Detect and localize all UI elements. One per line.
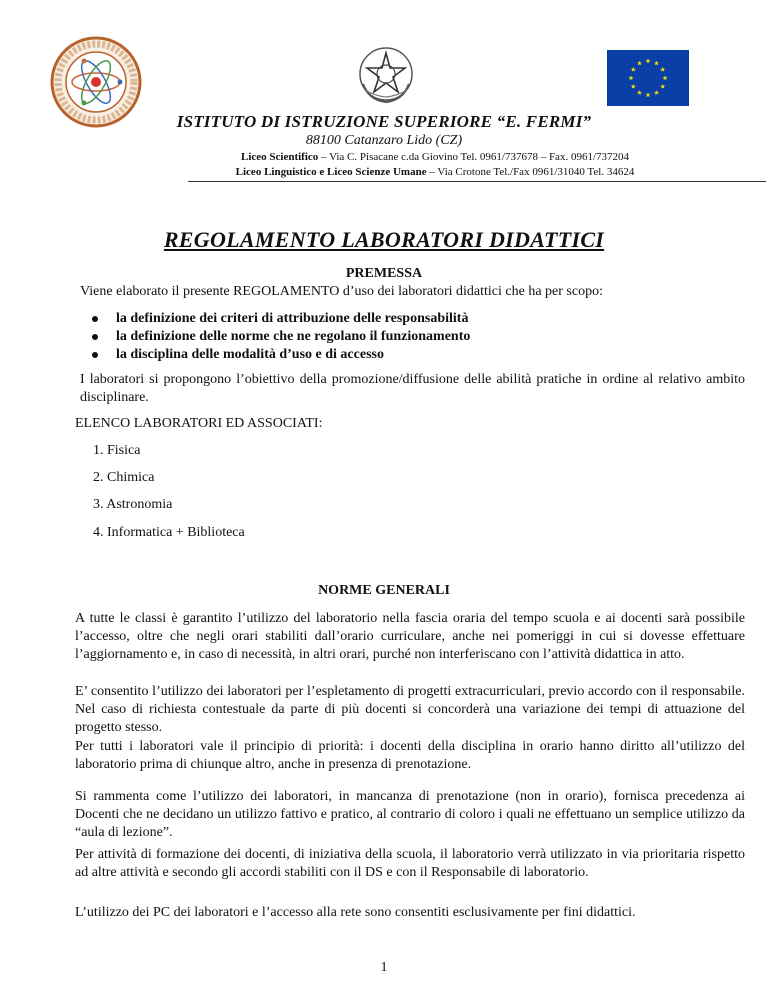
norme-paragraph: L’utilizzo dei PC dei laboratori e l’accesso alla rete sono consentiti esclusivamente per fini didattici. — [75, 905, 636, 920]
premessa-heading: PREMESSA — [345, 266, 423, 281]
premessa-intro: Viene elaborato il presente REGOLAMENTO d’uso dei laboratori didattici che ha per scopo: — [80, 284, 603, 299]
objective-paragraph: I laboratori si propongono l’obiettivo della promozione/diffusione delle abilità pratiche in ordine al relativo ambito disciplinare. — [80, 372, 745, 405]
norme-paragraph: Per attività di formazione dei docenti, di iniziativa della scuola, il laboratorio verrà utilizzato in via prioritaria rispetto ad altre attività e secondo gli accordi stabiliti con il DS e con il Responsabile di laboratorio. — [75, 847, 745, 880]
norme-paragraph: A tutte le classi è garantito l’utilizzo del laboratorio nella fascia oraria del tempo scuola e ai docenti sarà possibile l’accesso, oltre che negli orari stabiliti dall’orario curriculare, anche nei pomeriggi in cui si dovesse effettuare l’aggiornamento e, in caso di necessità, in altri orari, purché non interferiscano con l’attività didattica in atto. — [75, 611, 745, 662]
school-city: 88100 Catanzaro Lido (CZ) — [305, 133, 463, 148]
list-item: 3. Astronomia — [93, 497, 173, 512]
list-item — [92, 346, 470, 364]
norme-paragraph: Si rammenta come l’utilizzo dei laboratori, in mancanza di prenotazione (non in orario), fornisca precedenza ai Docenti che ne decidano un utilizzo fattivo e pratico, al contrario di coloro i quali ne effettuano un semplice utilizzo da “aula di lezione”. — [75, 789, 745, 840]
page-number: 1 — [380, 960, 388, 975]
header-divider — [188, 181, 766, 182]
contact-text: – Via Crotone Tel./Fax 0961/31040 Tel. 34624 — [426, 166, 635, 178]
norme-paragraph: Per tutti i laboratori vale il principio di priorità: i docenti della disciplina in orario hanno diritto all’utilizzo del laboratorio prima di chiunque altro, anche in presenza di prenotazione. — [75, 739, 745, 772]
bullet-text: la disciplina delle modalità d’uso e di accesso — [116, 347, 384, 362]
bullet-icon — [92, 352, 98, 358]
contact-label: Liceo Scientifico — [240, 151, 319, 163]
norme-heading: NORME GENERALI — [318, 583, 450, 598]
bullet-icon — [92, 334, 98, 340]
norme-paragraph: E’ consentito l’utilizzo dei laboratori per l’espletamento di progetti extracurriculari, previo accordo con il responsabile. Nel caso di richiesta contestuale da parte di più docenti si concorderà una variazione dei tempi di attuazione del progetto stesso. — [75, 684, 745, 735]
list-item: 1. Fisica — [93, 443, 141, 458]
italian-republic-emblem-icon — [355, 44, 417, 106]
contact-label: Liceo Linguistico e Liceo Scienze Umane — [235, 166, 427, 178]
list-item — [92, 328, 470, 346]
bullet-text: la definizione dei criteri di attribuzione delle responsabilità — [116, 311, 469, 326]
list-item: 4. Informatica + Biblioteca — [93, 525, 245, 540]
list-item — [92, 310, 470, 328]
contact-line-linguistico — [200, 166, 670, 178]
contact-line-scientifico — [200, 151, 670, 163]
list-item: 2. Chimica — [93, 470, 155, 485]
school-name: ISTITUTO DI ISTRUZIONE SUPERIORE “E. FERMI” — [176, 112, 592, 131]
bullet-icon — [92, 316, 98, 322]
eu-flag-icon — [607, 50, 689, 106]
elenco-heading: ELENCO LABORATORI ED ASSOCIATI: — [75, 416, 323, 431]
scope-bullet-list — [92, 310, 470, 364]
contact-text: – Via C. Pisacane c.da Giovino Tel. 0961/737678 – Fax. 0961/737204 — [318, 151, 629, 163]
bullet-text: la definizione delle norme che ne regolano il funzionamento — [116, 329, 471, 344]
document-title: REGOLAMENTO LABORATORI DIDATTICI — [163, 227, 605, 252]
